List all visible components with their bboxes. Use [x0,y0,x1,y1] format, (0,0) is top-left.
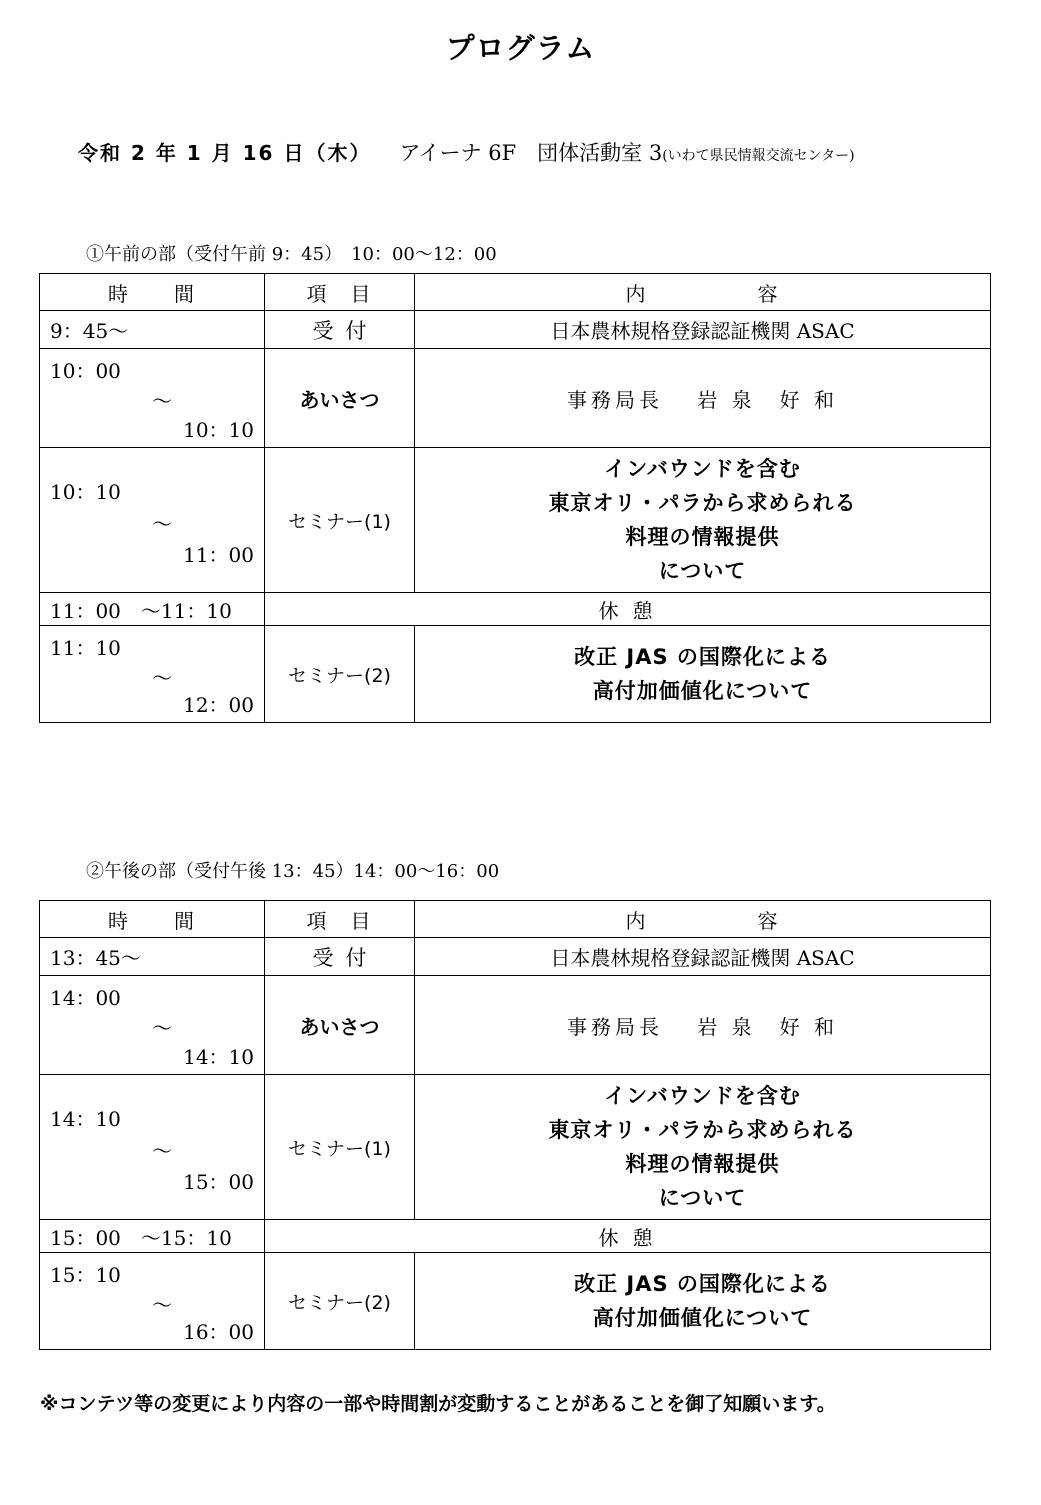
seminar2-time [40,626,265,723]
greeting-content: 事務局長 岩 泉 好 和 [415,976,991,1075]
header-time: 時 間 [40,274,265,311]
seminar2-item: セミナー(2) [265,626,415,723]
table-row [40,976,991,1075]
seminar2-line: 改正 JAS の国際化による [574,1272,831,1296]
header-content: 内 容 [415,274,991,311]
header-content: 内 容 [415,901,991,938]
seminar1-line: 料理の情報提供 [625,525,780,549]
seminar2-line: 高付加価値化について [592,679,813,703]
reception-time: 13：45〜 [40,938,265,976]
seminar1-line: 東京オリ・パラから求められる [548,1118,857,1142]
reception-content: 日本農林規格登録認証機関 ASAC [415,938,991,976]
time-start: 10：10 [50,480,121,504]
event-venue-sub: (いわて県民情報交流センター) [662,148,855,164]
seminar1-time [40,448,265,593]
time-end: 15：00 [183,1170,254,1194]
seminar1-content [415,448,991,593]
seminar1-line: について [658,559,747,583]
greeting-time [40,349,265,448]
time-start: 14：10 [50,1107,121,1131]
seminar1-line: 東京オリ・パラから求められる [548,491,857,515]
greeting-item: あいさつ [265,349,415,448]
greeting-item: あいさつ [265,976,415,1075]
time-tilde: 〜 [152,1139,172,1163]
reception-time: 9：45〜 [40,311,265,349]
morning-schedule-table [39,273,991,723]
seminar1-line: について [658,1186,747,1210]
time-end: 14：10 [183,1045,254,1069]
reception-item: 受付 [265,311,415,349]
header-item: 項 目 [265,901,415,938]
seminar2-item: セミナー(2) [265,1253,415,1350]
time-tilde: 〜 [152,666,172,690]
break-time: 15：00 〜15：10 [40,1220,265,1253]
time-end: 12：00 [183,693,254,717]
seminar1-item: セミナー(1) [265,448,415,593]
table-row [40,1220,991,1253]
table-row [40,349,991,448]
morning-session-title: ①午前の部（受付午前 9：45） 10：00〜12：00 [86,244,497,265]
time-tilde: 〜 [152,1016,172,1040]
time-end: 11：00 [183,543,254,567]
table-header-row [40,274,991,311]
table-row [40,1075,991,1220]
time-start: 10：00 [50,359,121,383]
time-tilde: 〜 [152,389,172,413]
seminar2-content [415,1253,991,1350]
event-info [78,137,855,169]
seminar1-time [40,1075,265,1220]
seminar1-line: インバウンドを含む [604,1084,801,1108]
break-time: 11：00 〜11：10 [40,593,265,626]
seminar1-item: セミナー(1) [265,1075,415,1220]
greeting-time [40,976,265,1075]
time-end: 10：10 [183,418,254,442]
event-date: 令和 2 年 1 月 16 日（木） [78,141,372,165]
event-venue: アイーナ 6F 団体活動室 3 [399,141,663,165]
seminar2-line: 改正 JAS の国際化による [574,645,831,669]
table-row [40,311,991,349]
seminar1-content [415,1075,991,1220]
time-end: 16：00 [183,1320,254,1344]
reception-item: 受付 [265,938,415,976]
header-time: 時 間 [40,901,265,938]
seminar1-line: インバウンドを含む [604,457,801,481]
afternoon-session-title: ②午後の部（受付午後 13：45）14：00〜16：00 [86,861,500,882]
seminar2-time [40,1253,265,1350]
page-title: プログラム [445,31,596,65]
break-label: 休憩 [265,1220,991,1253]
reception-content: 日本農林規格登録認証機関 ASAC [415,311,991,349]
table-row [40,448,991,593]
header-item: 項 目 [265,274,415,311]
seminar2-line: 高付加価値化について [592,1306,813,1330]
time-start: 11：10 [50,636,121,660]
time-start: 15：10 [50,1263,121,1287]
afternoon-schedule-table [39,900,991,1350]
time-tilde: 〜 [152,512,172,536]
break-label: 休憩 [265,593,991,626]
footnote: ※コンテツ等の変更により内容の一部や時間割が変動することがあることを御了知願います。 [40,1393,836,1415]
greeting-content: 事務局長 岩 泉 好 和 [415,349,991,448]
time-start: 14：00 [50,986,121,1010]
table-row [40,593,991,626]
table-row [40,626,991,723]
table-row [40,1253,991,1350]
seminar1-line: 料理の情報提供 [625,1152,780,1176]
table-header-row [40,901,991,938]
table-row [40,938,991,976]
time-tilde: 〜 [152,1293,172,1317]
seminar2-content [415,626,991,723]
